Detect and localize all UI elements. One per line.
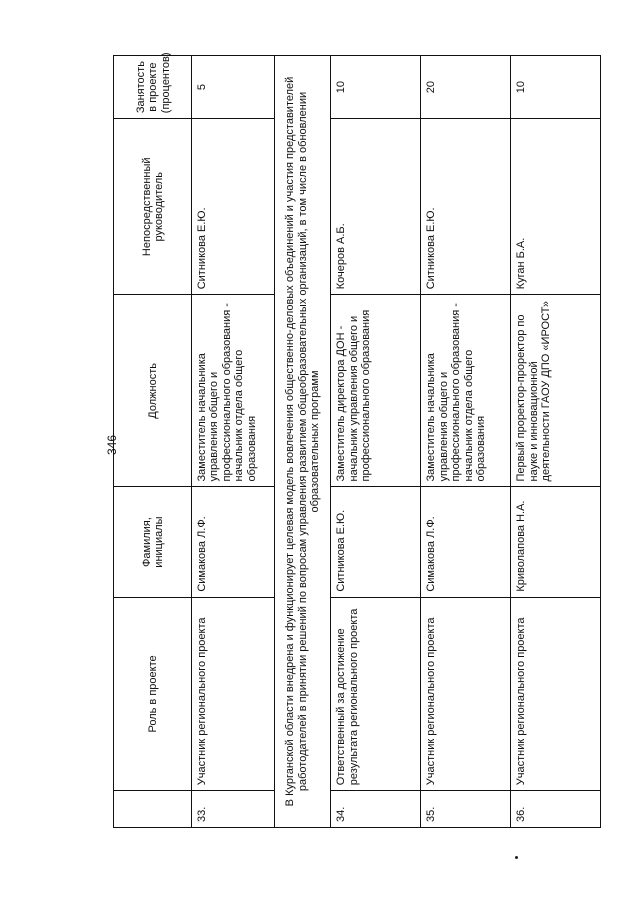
row-name: Криволапова Н.А. [511,487,601,597]
row-name: Симакова Л.Ф. [191,487,275,597]
row-num: 33. [191,791,275,827]
row-position: Первый проректор-проректор по науке и инновационной деятельности ГАОУ ДПО «ИРОСТ» [511,295,601,487]
table-row [331,56,421,828]
row-name: Ситникова Е.Ю. [331,487,421,597]
header-role: Роль в проекте [114,597,192,791]
row-employment: 10 [331,56,421,119]
header-position: Должность [114,295,192,487]
row-employment: 10 [511,56,601,119]
row-supervisor: Ситникова Е.Ю. [421,119,511,295]
section-heading: В Курганской области внедрена и функционирует целевая модель вовлечения общественно-деловых объединений и участия представителей работодателей в принятии решений по вопросам управления развитием общеобразовательных организаций, в том числе в обновлении образовательных программ [275,56,331,828]
row-employment: 20 [421,56,511,119]
row-employment: 5 [191,56,275,119]
header-num [114,791,192,827]
participants-table [113,52,601,827]
row-position: Заместитель начальника управления общего и профессионального образования - начальник отдела общего образования [421,295,511,487]
row-num: 34. [331,791,421,827]
section-row [275,56,331,828]
row-role: Участник регионального проекта [421,597,511,791]
row-supervisor: Ситникова Е.Ю. [191,119,275,295]
table-row [191,56,275,828]
row-role: Ответственный за достижение результата регионального проекта [331,597,421,791]
row-name: Симакова Л.Ф. [421,487,511,597]
scan-speck [515,856,518,859]
page-number: 346 [105,434,119,456]
table-row [421,56,511,828]
row-supervisor: Куган Б.А. [511,119,601,295]
row-role: Участник регионального проекта [511,597,601,791]
participants-table-wrapper [113,52,601,828]
table-row [511,56,601,828]
row-num: 36. [511,791,601,827]
row-position: Заместитель начальника управления общего и профессионального образования - начальник отдела общего образования [191,295,275,487]
row-num: 35. [421,791,511,827]
row-role: Участник регионального проекта [191,597,275,791]
row-position: Заместитель директора ДОН - начальник управления общего и профессионального образования [331,295,421,487]
header-name: Фамилия, инициалы [114,487,192,597]
header-employment: Занятость в проекте (процентов) [114,56,192,119]
header-supervisor: Непосредственный руководитель [114,119,192,295]
row-supervisor: Кочеров А.Б. [331,119,421,295]
table-header-row [114,56,192,828]
